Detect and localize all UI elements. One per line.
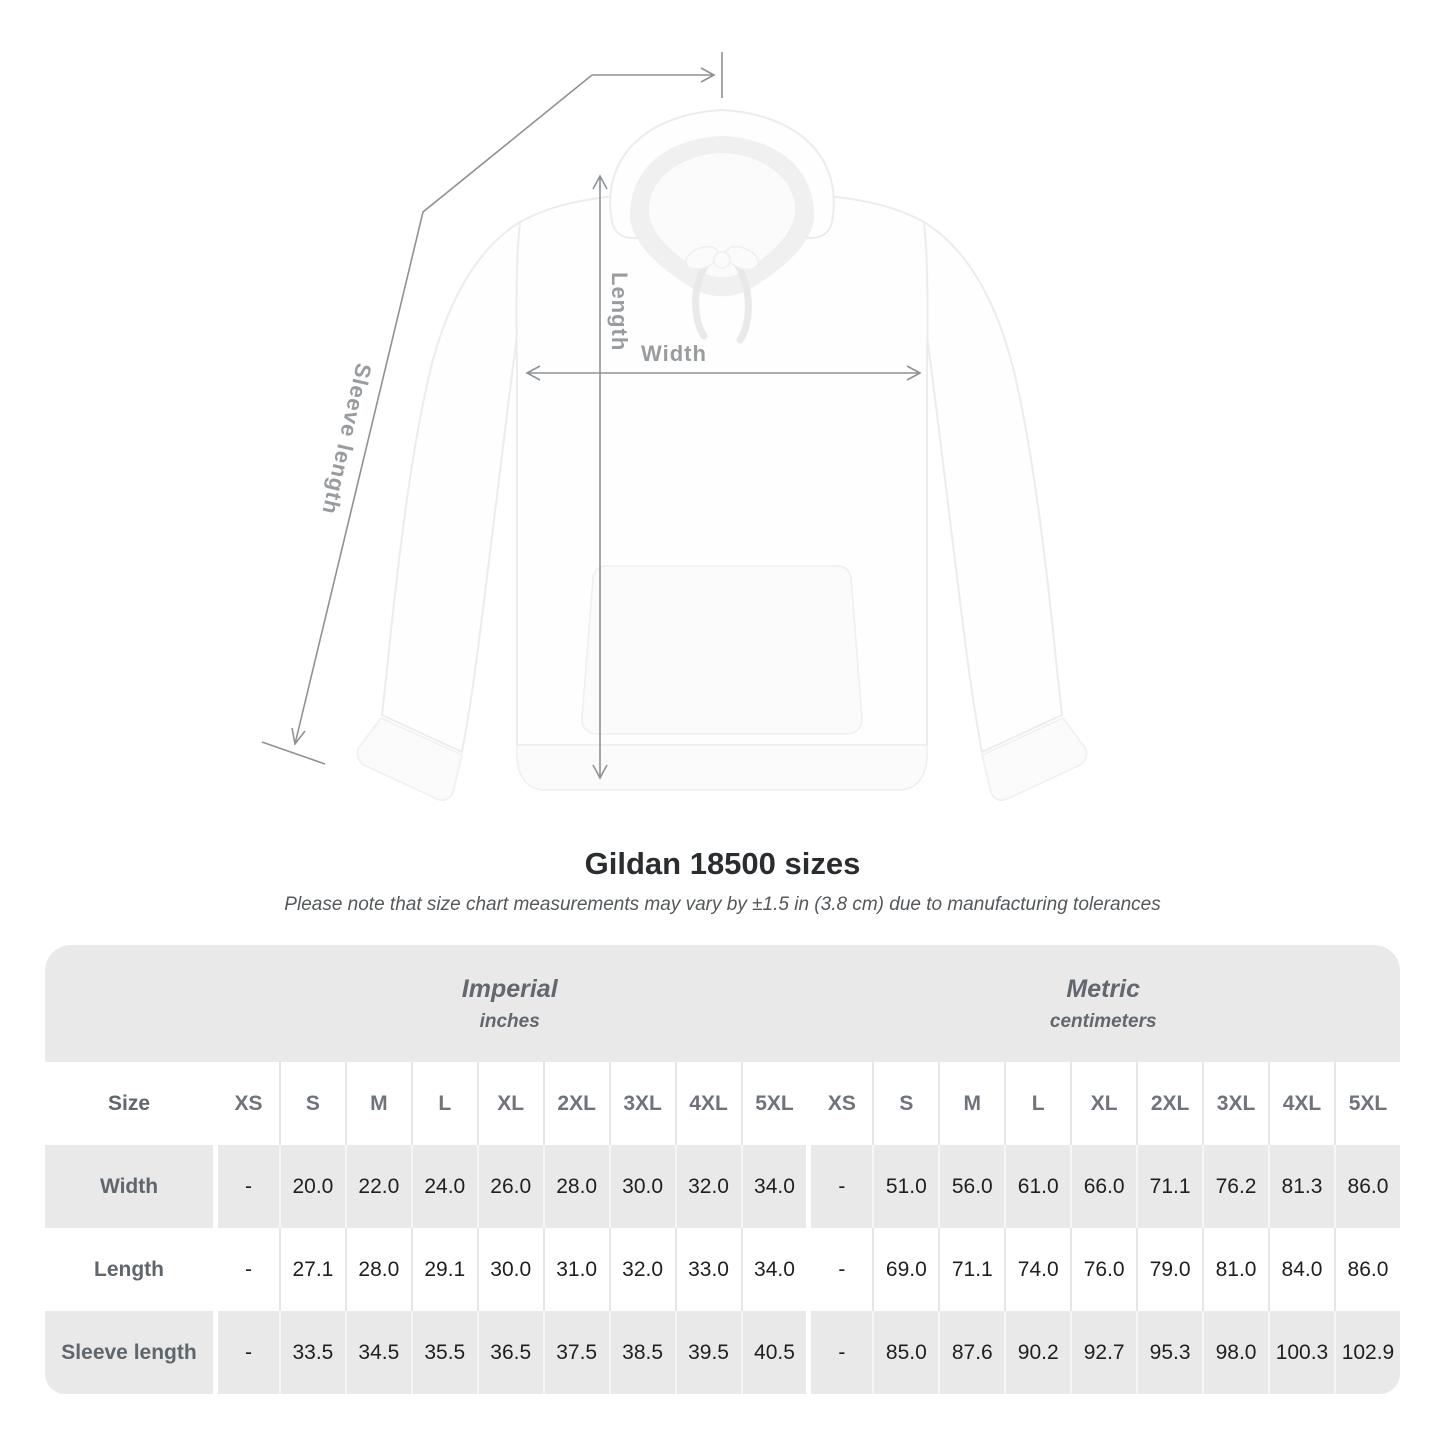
- value-cell: 74.0: [1004, 1228, 1070, 1311]
- size-col-imperial-XS: XS: [213, 1062, 279, 1145]
- value-cell: -: [213, 1228, 279, 1311]
- value-cell: 98.0: [1202, 1311, 1268, 1394]
- value-cell: 28.0: [345, 1228, 411, 1311]
- hoodie-left-sleeve: [382, 222, 520, 752]
- size-col-metric-4XL: 4XL: [1268, 1062, 1334, 1145]
- section-header-row: [45, 945, 1400, 1062]
- length-label: Length: [607, 272, 632, 352]
- size-col-imperial-2XL: 2XL: [543, 1062, 609, 1145]
- value-cell: 38.5: [609, 1311, 675, 1394]
- value-cell: 81.0: [1202, 1228, 1268, 1311]
- metric-header: [806, 945, 1400, 1062]
- size-col-metric-5XL: 5XL: [1334, 1062, 1400, 1145]
- value-cell: -: [806, 1228, 872, 1311]
- value-cell: -: [213, 1311, 279, 1394]
- value-cell: 71.1: [938, 1228, 1004, 1311]
- size-col-metric-3XL: 3XL: [1202, 1062, 1268, 1145]
- value-cell: 51.0: [872, 1145, 938, 1228]
- size-col-metric-M: M: [938, 1062, 1004, 1145]
- value-cell: 24.0: [411, 1145, 477, 1228]
- value-cell: 34.5: [345, 1311, 411, 1394]
- value-cell: 32.0: [609, 1228, 675, 1311]
- value-cell: 79.0: [1136, 1228, 1202, 1311]
- value-cell: 71.1: [1136, 1145, 1202, 1228]
- size-col-imperial-L: L: [411, 1062, 477, 1145]
- size-col-metric-2XL: 2XL: [1136, 1062, 1202, 1145]
- imperial-header-title: Imperial: [461, 974, 558, 1003]
- value-cell: 92.7: [1070, 1311, 1136, 1394]
- size-header-row: [45, 1062, 1400, 1145]
- value-cell: 100.3: [1268, 1311, 1334, 1394]
- value-cell: 84.0: [1268, 1228, 1334, 1311]
- band-spacer: [45, 945, 213, 1062]
- value-cell: 31.0: [543, 1228, 609, 1311]
- tolerance-note: Please note that size chart measurements may vary by ±1.5 in (3.8 cm) due to manufacturing tolerances: [284, 894, 1161, 915]
- value-cell: 81.3: [1268, 1145, 1334, 1228]
- value-cell: 39.5: [675, 1311, 741, 1394]
- value-cell: 85.0: [872, 1311, 938, 1394]
- value-cell: 95.3: [1136, 1311, 1202, 1394]
- hoodie-bow-knot: [714, 252, 730, 268]
- table-row-length: [45, 1228, 1400, 1311]
- size-col-imperial-5XL: 5XL: [741, 1062, 807, 1145]
- value-cell: 27.1: [279, 1228, 345, 1311]
- value-cell: 28.0: [543, 1145, 609, 1228]
- size-col-imperial-4XL: 4XL: [675, 1062, 741, 1145]
- size-table-container: [45, 945, 1400, 1394]
- size-col-metric-L: L: [1004, 1062, 1070, 1145]
- value-cell: 86.0: [1334, 1228, 1400, 1311]
- value-cell: 34.0: [741, 1228, 807, 1311]
- imperial-header-unit: inches: [479, 1010, 540, 1032]
- hoodie-right-sleeve: [924, 222, 1062, 752]
- size-col-metric-S: S: [872, 1062, 938, 1145]
- value-cell: 40.5: [741, 1311, 807, 1394]
- value-cell: 22.0: [345, 1145, 411, 1228]
- value-cell: 87.6: [938, 1311, 1004, 1394]
- value-cell: 61.0: [1004, 1145, 1070, 1228]
- metric-header-unit: centimeters: [1049, 1010, 1157, 1032]
- size-col-imperial-XL: XL: [477, 1062, 543, 1145]
- value-cell: 35.5: [411, 1311, 477, 1394]
- metric-header-title: Metric: [1066, 974, 1141, 1003]
- value-cell: 90.2: [1004, 1311, 1070, 1394]
- table-row-width: [45, 1145, 1400, 1228]
- value-cell: 76.0: [1070, 1228, 1136, 1311]
- size-col-metric-XL: XL: [1070, 1062, 1136, 1145]
- value-cell: 30.0: [609, 1145, 675, 1228]
- value-cell: 29.1: [411, 1228, 477, 1311]
- value-cell: 56.0: [938, 1145, 1004, 1228]
- measurement-rows: [45, 1145, 1400, 1394]
- value-cell: 36.5: [477, 1311, 543, 1394]
- hoodie-hem-band: [517, 745, 927, 790]
- value-cell: 66.0: [1070, 1145, 1136, 1228]
- page-title: Gildan 18500 sizes: [584, 846, 861, 881]
- value-cell: -: [806, 1145, 872, 1228]
- value-cell: 26.0: [477, 1145, 543, 1228]
- value-cell: 86.0: [1334, 1145, 1400, 1228]
- value-cell: 32.0: [675, 1145, 741, 1228]
- size-col-imperial-M: M: [345, 1062, 411, 1145]
- width-label: Width: [641, 341, 707, 366]
- hoodie-pocket: [582, 566, 862, 734]
- sleeve-length-label: Sleeve length: [317, 360, 377, 518]
- row-label: Width: [45, 1145, 213, 1228]
- imperial-header: [213, 945, 806, 1062]
- value-cell: 37.5: [543, 1311, 609, 1394]
- value-cell: 102.9: [1334, 1311, 1400, 1394]
- size-col-metric-XS: XS: [806, 1062, 872, 1145]
- row-label: Length: [45, 1228, 213, 1311]
- value-cell: 33.0: [675, 1228, 741, 1311]
- size-column-label: Size: [45, 1062, 213, 1145]
- table-row-sleeve-length: [45, 1311, 1400, 1394]
- size-table: [45, 945, 1400, 1394]
- value-cell: -: [213, 1145, 279, 1228]
- row-label: Sleeve length: [45, 1311, 213, 1394]
- value-cell: 33.5: [279, 1311, 345, 1394]
- value-cell: 20.0: [279, 1145, 345, 1228]
- value-cell: 34.0: [741, 1145, 807, 1228]
- value-cell: 76.2: [1202, 1145, 1268, 1228]
- value-cell: -: [806, 1311, 872, 1394]
- size-col-imperial-3XL: 3XL: [609, 1062, 675, 1145]
- value-cell: 69.0: [872, 1228, 938, 1311]
- value-cell: 30.0: [477, 1228, 543, 1311]
- size-col-imperial-S: S: [279, 1062, 345, 1145]
